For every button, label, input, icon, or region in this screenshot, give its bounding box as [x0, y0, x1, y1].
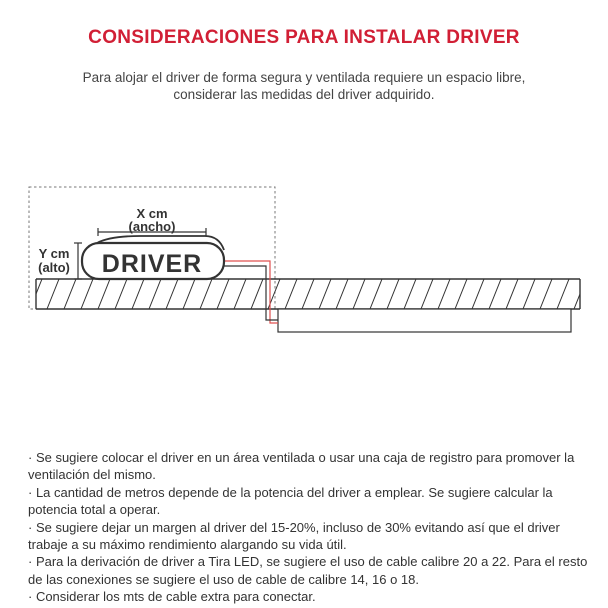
driver-label: DRIVER	[101, 250, 203, 278]
hatch-line	[421, 279, 433, 309]
hatch-line	[166, 279, 178, 309]
note-item: · Considerar los mts de cable extra para conectar.	[28, 589, 316, 605]
page-subtitle	[40, 69, 568, 103]
hatch-line	[81, 279, 93, 309]
hatch-line	[506, 279, 518, 309]
hatch-line	[438, 279, 450, 309]
hatch-line	[557, 279, 569, 309]
hatch-line	[217, 279, 229, 309]
hatch-line	[132, 279, 144, 309]
mounting-surface	[30, 279, 603, 309]
hatch-line	[353, 279, 365, 309]
page-title: CONSIDERACIONES PARA INSTALAR DRIVER	[88, 27, 520, 48]
height-dimension	[38, 243, 82, 279]
installation-notes	[28, 449, 588, 606]
width-dimension	[98, 206, 206, 236]
note-item: · Se sugiere dejar un margen al driver del 15-20%, incluso de 30% evitando así que el driver trabaje a su máximo rendimiento alargando su vida útil.	[28, 519, 560, 553]
height-label-top: Y cm	[38, 246, 70, 261]
hatch-line	[64, 279, 76, 309]
hatch-line	[115, 279, 127, 309]
width-label-bottom: (ancho)	[128, 219, 176, 234]
hatch-line	[591, 279, 603, 309]
hatch-line	[302, 279, 314, 309]
surface-hatching	[30, 279, 603, 309]
hatch-line	[319, 279, 331, 309]
hatch-line	[404, 279, 416, 309]
led-strip-channel	[278, 309, 571, 332]
driver-box	[82, 236, 224, 279]
hatch-line	[523, 279, 535, 309]
hatch-line	[234, 279, 246, 309]
note-item: · Para la derivación de driver a Tira LED, se sugiere el uso de cable calibre 20 a 22. Para el resto de las conexiones se sugiere el uso de cable de calibre 14, 16 o 18.	[28, 554, 588, 587]
hatch-line	[251, 279, 263, 309]
hatch-line	[387, 279, 399, 309]
hatch-line	[455, 279, 467, 309]
driver-wires	[222, 261, 278, 323]
installation-diagram	[0, 170, 608, 350]
width-label-top: X cm	[136, 206, 168, 221]
hatch-line	[183, 279, 195, 309]
subtitle-line-1: Para alojar el driver de forma segura y ventilada requiere un espacio libre,	[82, 70, 526, 85]
hatch-line	[285, 279, 297, 309]
hatch-line	[149, 279, 161, 309]
hatch-line	[98, 279, 110, 309]
hatch-line	[47, 279, 59, 309]
hatch-line	[200, 279, 212, 309]
height-label-bottom: (alto)	[38, 260, 70, 275]
note-item: · La cantidad de metros depende de la potencia del driver a emplear. Se sugiere calcular la potencia total a operar.	[28, 484, 553, 518]
hatch-line	[489, 279, 501, 309]
note-item: · Se sugiere colocar el driver en un área ventilada o usar una caja de registro para promover la ventilación del mismo.	[28, 450, 575, 483]
hatch-line	[370, 279, 382, 309]
hatch-line	[472, 279, 484, 309]
hatch-line	[540, 279, 552, 309]
hatch-line	[336, 279, 348, 309]
subtitle-line-2: considerar las medidas del driver adquirido.	[173, 87, 435, 102]
